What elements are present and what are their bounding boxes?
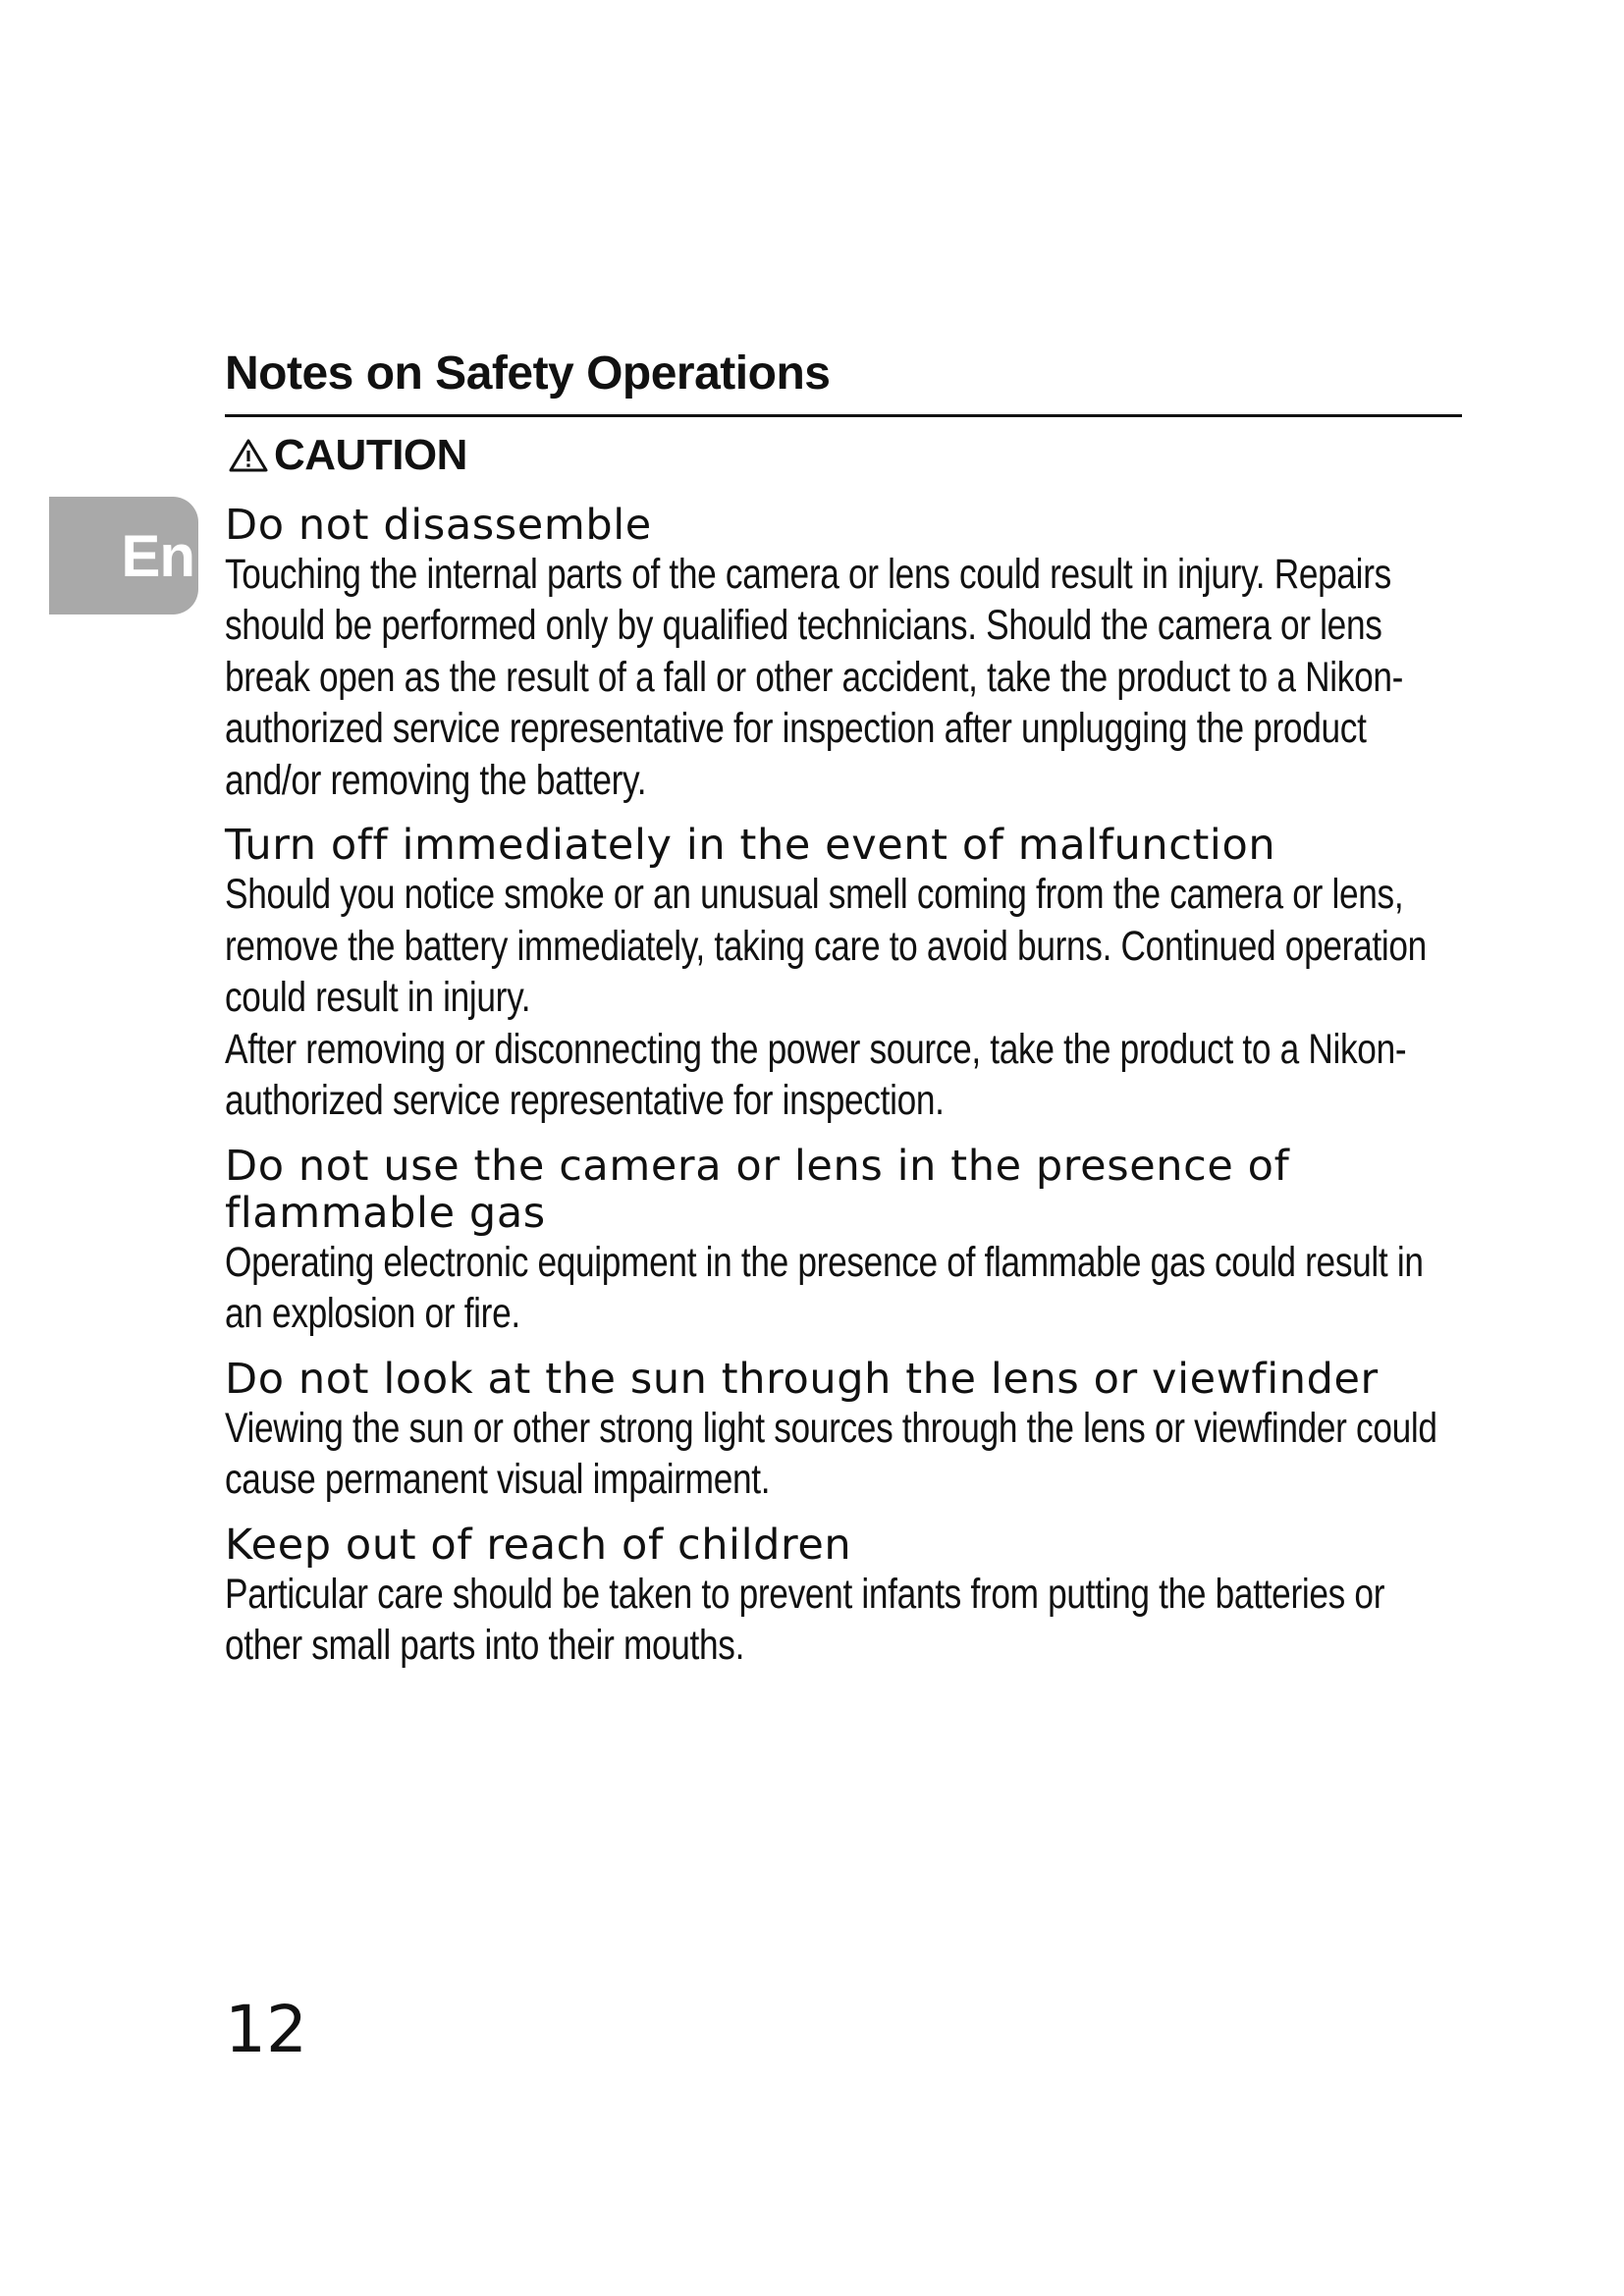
caution-label: CAUTION [274,430,467,479]
warning-triangle-icon [229,438,268,473]
language-tab-label: En [121,522,194,589]
language-tab [49,497,198,614]
section-heading: Keep out of reach of children [225,1520,852,1570]
section-heading: Do not disassemble [225,500,652,550]
section-body: Viewing the sun or other strong light sources through the lens or viewfinder could cause permanent visual impairment. [225,1404,1437,1504]
section-children [225,1522,1462,1672]
page-content [225,348,1462,1672]
section-sun [225,1356,1462,1506]
page-number: 12 [225,1992,307,2067]
section-body: Particular care should be taken to prevent infants from putting the batteries or other small parts into their mouths. [225,1570,1385,1670]
section-body-continued: After removing or disconnecting the power source, take the product to a Nikon-authorized service representative for inspection. [225,1025,1407,1125]
section-malfunction [225,822,1462,1127]
section-body: Touching the internal parts of the camera or lens could result in injury. Repairs should be performed only by qualified technicians. Should the camera or lens break open as the result of a fall or other accident, take the product to a Nikon-authorized service representative for inspection after unplugging the product and/or removing the battery. [225,550,1404,804]
section-heading: Turn off immediately in the event of malfunction [225,821,1276,871]
section-flammable-gas [225,1143,1462,1340]
section-body: Should you notice smoke or an unusual smell coming from the camera or lens, remove the battery immediately, taking care to avoid burns. Continued operation could result in injury. [225,871,1427,1022]
page-title: Notes on Safety Operations [225,348,1462,417]
section-heading: Do not use the camera or lens in the presence of flammable gas [225,1141,1290,1238]
caution-header [229,431,1462,480]
section-heading: Do not look at the sun through the lens or viewfinder [225,1354,1379,1404]
section-disassemble [225,502,1462,807]
section-body: Operating electronic equipment in the presence of flammable gas could result in an explosion or fire. [225,1238,1424,1338]
